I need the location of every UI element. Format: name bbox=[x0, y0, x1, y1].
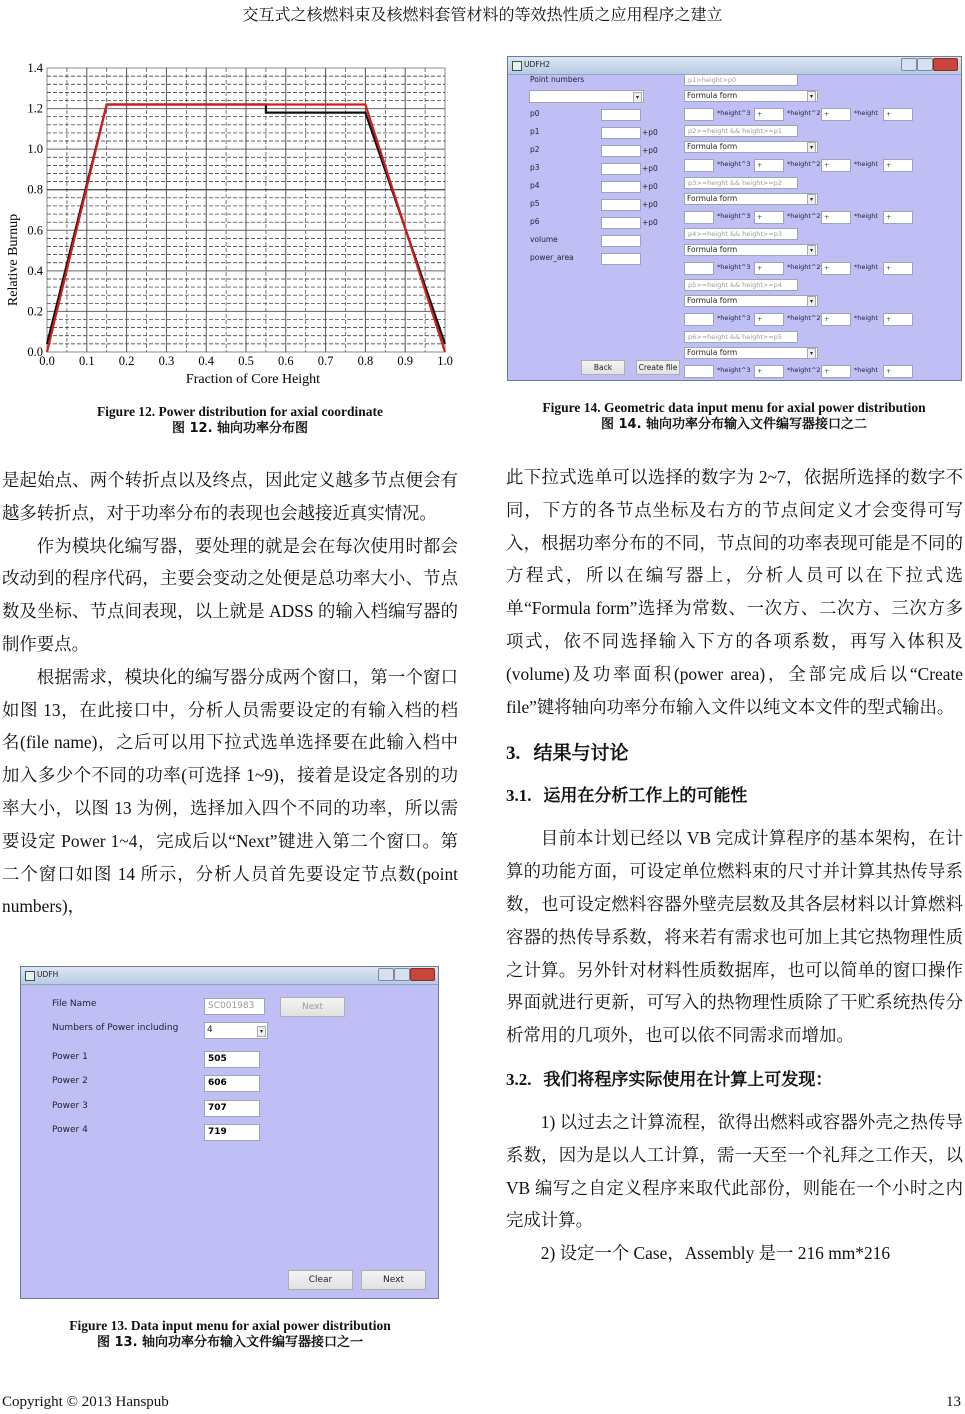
point-label-5: p5 bbox=[530, 199, 540, 208]
coef-d-input[interactable] bbox=[883, 313, 913, 326]
window-title: UDFH2 bbox=[524, 60, 550, 69]
coef-d-input[interactable] bbox=[883, 108, 913, 121]
chevron-down-icon: ▾ bbox=[807, 245, 816, 256]
left-column-text bbox=[2, 464, 458, 923]
numbers-of-power-dropdown[interactable] bbox=[204, 1022, 268, 1039]
coef-b-input[interactable] bbox=[754, 313, 784, 326]
power-label-2: Power 2 bbox=[52, 1076, 88, 1087]
paragraph: 是起始点、两个转折点以及终点，因此定义越多节点便会有越多转折点，对于功率分布的表现也会越接近真实情况。 bbox=[2, 470, 458, 523]
point-input-8[interactable] bbox=[601, 253, 641, 265]
numbers-of-power-label: Numbers of Power including bbox=[52, 1023, 179, 1033]
plus-sign: + bbox=[757, 366, 763, 375]
y-tick-label: 1.2 bbox=[27, 101, 43, 116]
figure13-caption bbox=[20, 1317, 440, 1351]
formula-form-dropdown[interactable] bbox=[684, 347, 818, 359]
close-button[interactable] bbox=[410, 968, 435, 981]
point-label-4: p4 bbox=[530, 181, 540, 190]
app-icon bbox=[25, 971, 35, 981]
coef-b-input[interactable] bbox=[754, 108, 784, 121]
clear-button[interactable]: Clear bbox=[288, 1270, 353, 1290]
chevron-down-icon: ▾ bbox=[807, 91, 816, 102]
plus-sign: + bbox=[757, 315, 763, 324]
x-tick-label: 0.0 bbox=[39, 354, 55, 368]
y-tick-label: 0.6 bbox=[27, 223, 43, 238]
coef-b-input[interactable] bbox=[754, 211, 784, 224]
plus-sign: + bbox=[757, 212, 763, 221]
point-label-2: p2 bbox=[530, 145, 540, 154]
coef-c-input[interactable] bbox=[821, 262, 851, 275]
height-squared-label: *height^2 bbox=[787, 314, 821, 323]
close-button[interactable] bbox=[933, 58, 958, 71]
height-label: *height bbox=[854, 314, 878, 323]
maximize-button[interactable] bbox=[394, 968, 410, 981]
right-column-text bbox=[506, 461, 963, 1270]
section-title: 结果与讨论 bbox=[533, 742, 629, 765]
point-input-1[interactable] bbox=[601, 127, 641, 139]
section-title: 运用在分析工作上的可能性 bbox=[543, 786, 748, 807]
height-cubed-label: *height^3 bbox=[717, 365, 751, 374]
plus-sign: + bbox=[824, 263, 830, 272]
height-label: *height bbox=[854, 160, 878, 169]
section-title: 我们将程序实际使用在计算上可发现： bbox=[543, 1069, 833, 1090]
point-input-2[interactable] bbox=[601, 145, 641, 157]
formula-form-value: Formula form bbox=[687, 347, 738, 357]
y-tick-label: 0.2 bbox=[27, 304, 43, 319]
point-input-7[interactable] bbox=[601, 235, 641, 247]
plus-p0-label: +p0 bbox=[642, 164, 658, 173]
paragraph: 作为模块化编写器，要处理的就是会在每次使用时都会改动到的程序代码，主要会变动之处便是总功率大小、节点数及坐标、节点间表现，以上就是 ADSS 的输入档编写器的制作要点。 bbox=[2, 535, 458, 654]
formula-form-dropdown[interactable] bbox=[684, 90, 818, 102]
chevron-down-icon: ▾ bbox=[807, 194, 816, 205]
height-squared-label: *height^2 bbox=[787, 262, 821, 271]
x-tick-label: 0.2 bbox=[118, 354, 135, 368]
y-tick-label: 1.0 bbox=[27, 142, 43, 157]
height-squared-label: *height^2 bbox=[787, 160, 821, 169]
point-input-4[interactable] bbox=[601, 181, 641, 193]
plus-p0-label: +p0 bbox=[642, 182, 658, 191]
chevron-down-icon: ▾ bbox=[633, 92, 642, 103]
power-distribution-chart bbox=[0, 55, 470, 390]
section-heading-3 bbox=[506, 734, 963, 772]
create-file-button[interactable]: Create file bbox=[636, 360, 680, 375]
plus-sign: + bbox=[824, 110, 830, 118]
window-titlebar bbox=[508, 57, 961, 75]
coef-d-input[interactable] bbox=[883, 211, 913, 224]
running-head: 交互式之核燃料束及核燃料套管材料的等效热性质之应用程序之建立 bbox=[242, 7, 723, 24]
plus-sign: + bbox=[757, 263, 763, 272]
plus-sign: + bbox=[886, 366, 892, 375]
y-tick-label: 0.8 bbox=[27, 182, 43, 197]
coef-a-input[interactable] bbox=[684, 211, 714, 224]
coef-b-input[interactable] bbox=[754, 365, 784, 378]
chevron-down-icon: ▾ bbox=[807, 296, 816, 307]
y-tick-label: 0.0 bbox=[27, 345, 43, 359]
figure12-caption bbox=[20, 403, 460, 437]
height-label: *height bbox=[854, 109, 878, 117]
point-numbers-label: Point numbers bbox=[530, 75, 585, 84]
coef-d-input[interactable] bbox=[883, 159, 913, 172]
height-cubed-label: *height^3 bbox=[717, 314, 751, 323]
paragraph: 目前本计划已经以 VB 完成计算程序的基本架构，在计算的功能方面，可设定单位燃料束的尺寸并计算其热传导系数，也可设定燃料容器外壁壳层数及其各层材料以计算燃料容器的热传导系数，将来若有需求也可加上其它热物理性质之计算。另外针对材料性质数据库，也可以简单的窗口操作界面就进行更新，可写入的热物理性质除了干贮系统热传分析常用的几项外，也可以依不同需求而增加。 bbox=[506, 828, 963, 1046]
file-name-label: File Name bbox=[52, 999, 97, 1009]
figure13-caption-cn: 图 13. 轴向功率分布输入文件编写器接口之一 bbox=[96, 1335, 364, 1350]
x-tick-label: 0.6 bbox=[277, 354, 294, 368]
power-label-1: Power 1 bbox=[52, 1052, 88, 1062]
plus-p0-label: +p0 bbox=[642, 128, 658, 137]
maximize-button[interactable] bbox=[917, 58, 933, 71]
x-tick-label: 0.1 bbox=[78, 354, 95, 368]
coef-a-input[interactable] bbox=[684, 108, 714, 121]
coef-a-input[interactable] bbox=[684, 365, 714, 378]
section-heading-3-2 bbox=[506, 1060, 963, 1100]
formula-form-value: Formula form bbox=[687, 142, 738, 152]
y-tick-label: 0.4 bbox=[27, 263, 43, 278]
x-axis-label: Fraction of Core Height bbox=[185, 372, 321, 387]
numbers-of-power-value: 4 bbox=[207, 1025, 213, 1035]
point-input-6[interactable] bbox=[601, 217, 641, 229]
coef-c-input[interactable] bbox=[821, 211, 851, 224]
minimize-button[interactable] bbox=[901, 58, 917, 71]
height-cubed-label: *height^3 bbox=[717, 262, 751, 271]
window-titlebar bbox=[21, 967, 438, 985]
point-label-6: p6 bbox=[530, 217, 540, 226]
height-label: *height bbox=[854, 211, 878, 220]
coef-c-input[interactable] bbox=[821, 108, 851, 121]
section-number: 3. bbox=[506, 743, 521, 765]
power-input-4[interactable]: 719 bbox=[204, 1124, 260, 1141]
power-input-1[interactable]: 505 bbox=[204, 1051, 260, 1068]
plus-sign: + bbox=[886, 161, 892, 170]
figure13-caption-en: Figure 13. Data input menu for axial power distribution bbox=[69, 1318, 391, 1333]
formula-form-dropdown[interactable] bbox=[684, 141, 818, 153]
segment-range-input[interactable]: p3>=height && height>=p2 bbox=[684, 177, 798, 189]
formula-form-dropdown[interactable] bbox=[684, 244, 818, 256]
plus-sign: + bbox=[757, 161, 763, 170]
point-label-0: p0 bbox=[530, 109, 540, 118]
plus-sign: + bbox=[824, 161, 830, 170]
paragraph: 根据需求，模块化的编写器分成两个窗口，第一个窗口如图 13，在此接口中，分析人员需要设定的有输入档的档名(file name)，之后可以用下拉式选单选择要在此输入档中加入多少个不同的功率(可选择 1~9)，接着是设定各别的功率大小，以图 13 为例，选择加入四个不同的功率，所以需要设定 Power 1~4，完成后以“Next”键进入第二个窗口。第二个窗口如图 14 所示，分析人员首先要设定节点数(point numbers)， bbox=[2, 666, 458, 917]
power-input-3[interactable]: 707 bbox=[204, 1100, 260, 1117]
point-label-7: volume bbox=[530, 235, 558, 244]
x-tick-label: 1.0 bbox=[437, 354, 453, 368]
segment-range-input[interactable]: p6>=height && height>=p5 bbox=[684, 331, 798, 343]
coef-a-input[interactable] bbox=[684, 313, 714, 326]
app-icon bbox=[512, 61, 522, 71]
minimize-button[interactable] bbox=[378, 968, 394, 981]
figure14-caption-en: Figure 14. Geometric data input menu for axial power distribution bbox=[542, 400, 926, 415]
plus-p0-label: +p0 bbox=[642, 200, 658, 209]
height-label: *height bbox=[854, 262, 878, 271]
udfh-window bbox=[20, 966, 439, 1299]
height-cubed-label: *height^3 bbox=[717, 109, 751, 117]
section-number: 3.1. bbox=[506, 786, 532, 806]
x-tick-label: 0.4 bbox=[198, 354, 215, 368]
paragraph: 此下拉式选单可以选择的数字为 2~7，依据所选择的数字不同，下方的各节点坐标及右方的节点间定义才会变得可写入，根据功率分布的不同，节点间的功率表现可能是不同的方程式，所以在编写器上，分析人员可以在下拉式选单“Formula form”选择为常数、一次方、二次方、三次方多项式，依不同选择输入下方的各项系数，再写入体积及(volume)及功率面积(power area)，全部完成后以“Create file”键将轴向功率分布输入文件以纯文本文件的型式输出。 bbox=[506, 467, 963, 717]
power-label-3: Power 3 bbox=[52, 1100, 88, 1111]
height-squared-label: *height^2 bbox=[787, 211, 821, 220]
coef-a-input[interactable] bbox=[684, 262, 714, 275]
file-name-input[interactable]: SC001983 bbox=[204, 998, 265, 1015]
plus-sign: + bbox=[824, 212, 830, 221]
section-heading-3-1 bbox=[506, 776, 963, 816]
segment-range-input[interactable]: p2>=height && height>=p1 bbox=[684, 125, 798, 137]
y-axis-label: Relative Burnup bbox=[6, 213, 21, 307]
formula-form-dropdown[interactable] bbox=[684, 193, 818, 205]
next-top-button[interactable]: Next bbox=[280, 997, 345, 1017]
udfh2-window bbox=[507, 56, 962, 381]
window-title: UDFH bbox=[37, 970, 59, 979]
plus-sign: + bbox=[757, 110, 763, 118]
coef-d-input[interactable] bbox=[883, 262, 913, 275]
height-label: *height bbox=[854, 365, 878, 374]
coef-a-input[interactable] bbox=[684, 159, 714, 172]
figure14-caption bbox=[503, 399, 965, 433]
page-number: 13 bbox=[946, 1394, 961, 1410]
x-tick-label: 0.7 bbox=[317, 354, 334, 368]
x-tick-label: 0.5 bbox=[238, 354, 254, 368]
chart-grid bbox=[47, 68, 445, 352]
point-input-3[interactable] bbox=[601, 163, 641, 175]
paragraph: 2) 设定一个 Case，Assembly 是一 216 mm*216 bbox=[540, 1243, 891, 1264]
plus-sign: + bbox=[886, 110, 892, 118]
coef-c-input[interactable] bbox=[821, 159, 851, 172]
chevron-down-icon: ▾ bbox=[257, 1026, 266, 1037]
formula-form-value: Formula form bbox=[687, 296, 738, 306]
x-tick-label: 0.3 bbox=[158, 354, 175, 368]
figure12-caption-en: Figure 12. Power distribution for axial coordinate bbox=[96, 404, 384, 419]
formula-form-value: Formula form bbox=[687, 91, 738, 100]
formula-form-value: Formula form bbox=[687, 244, 738, 254]
height-cubed-label: *height^3 bbox=[717, 211, 751, 220]
coef-b-input[interactable] bbox=[754, 262, 784, 275]
figure14-caption-cn: 图 14. 轴向功率分布输入文件编写器接口之二 bbox=[600, 417, 868, 432]
point-label-3: p3 bbox=[530, 163, 540, 172]
plus-p0-label: +p0 bbox=[642, 218, 658, 227]
plus-p0-label: +p0 bbox=[642, 146, 658, 155]
point-input-5[interactable] bbox=[601, 199, 641, 211]
point-label-1: p1 bbox=[530, 127, 540, 136]
height-squared-label: *height^2 bbox=[787, 109, 821, 117]
y-tick-label: 1.4 bbox=[27, 61, 43, 75]
coef-d-input[interactable] bbox=[883, 365, 913, 378]
coef-c-input[interactable] bbox=[821, 313, 851, 326]
segment-range-input[interactable]: p1>height>p0 bbox=[684, 74, 798, 86]
formula-form-value: Formula form bbox=[687, 193, 738, 203]
power-label-4: Power 4 bbox=[52, 1124, 88, 1135]
figure12-caption-cn: 图 12. 轴向功率分布图 bbox=[171, 421, 309, 436]
point-numbers-dropdown[interactable] bbox=[529, 90, 644, 103]
plus-sign: + bbox=[824, 366, 830, 375]
formula-form-dropdown[interactable] bbox=[684, 295, 818, 307]
section-number: 3.2. bbox=[506, 1069, 532, 1089]
plus-sign: + bbox=[824, 315, 830, 324]
plus-sign: + bbox=[886, 315, 892, 324]
segment-range-input[interactable]: p4>=height && height>=p3 bbox=[684, 228, 798, 240]
plus-sign: + bbox=[886, 263, 892, 272]
power-input-2[interactable]: 606 bbox=[204, 1075, 260, 1092]
segment-range-input[interactable]: p5>=height && height>=p4 bbox=[684, 279, 798, 291]
x-tick-label: 0.8 bbox=[357, 354, 374, 368]
x-tick-label: 0.9 bbox=[397, 354, 414, 368]
plus-sign: + bbox=[886, 212, 892, 221]
height-squared-label: *height^2 bbox=[787, 365, 821, 374]
height-cubed-label: *height^3 bbox=[717, 160, 751, 169]
chevron-down-icon: ▾ bbox=[807, 348, 816, 359]
chevron-down-icon: ▾ bbox=[807, 142, 816, 153]
point-input-0[interactable] bbox=[601, 109, 641, 121]
point-label-8: power_area bbox=[530, 253, 574, 262]
next-button[interactable]: Next bbox=[361, 1270, 426, 1290]
coef-c-input[interactable] bbox=[821, 365, 851, 378]
paragraph: 1) 以过去之计算流程，欲得出燃料或容器外壳之热传导系数，因为是以人工计算，需一天至一个礼拜之工作天，以 VB 编写之自定义程序来取代此部份，则能在一个小时之内完成计算。 bbox=[506, 1111, 963, 1231]
coef-b-input[interactable] bbox=[754, 159, 784, 172]
back-button[interactable]: Back bbox=[581, 360, 625, 375]
copyright-footer: Copyright © 2013 Hanspub bbox=[2, 1394, 169, 1410]
